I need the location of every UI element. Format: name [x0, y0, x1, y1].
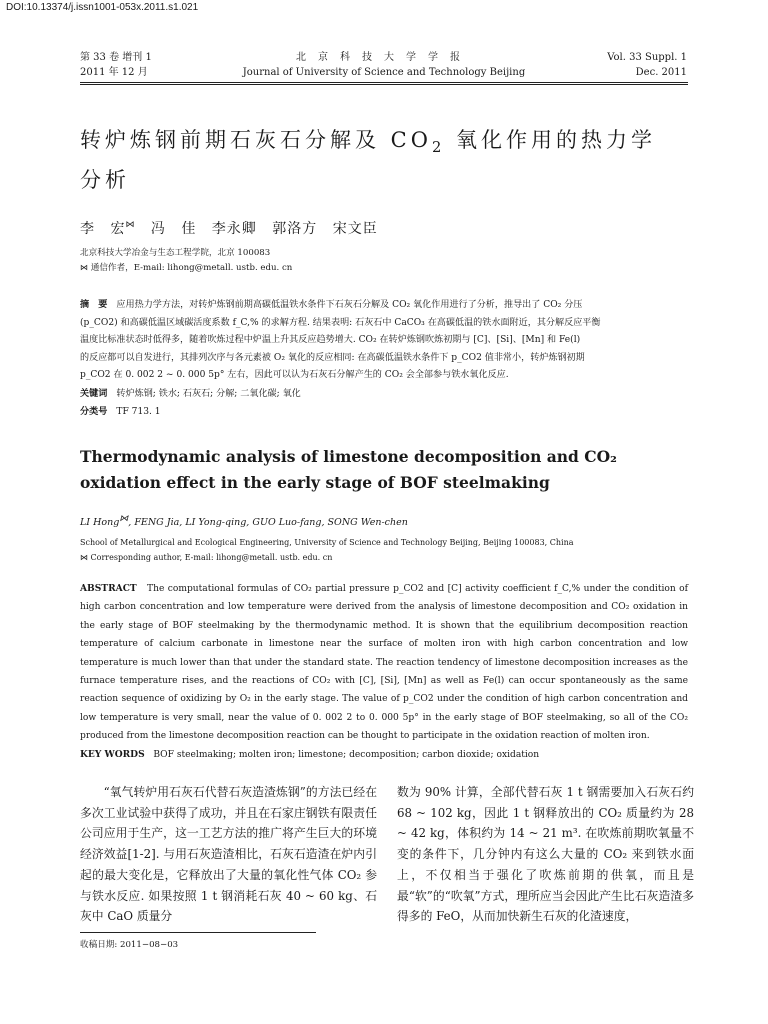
authors-cn: 李 宏⋈ 冯 佳 李永卿 郭洛方 宋文臣	[80, 220, 378, 237]
doi: DOI:10.13374/j.issn1001-053x.2011.s1.021	[6, 2, 199, 13]
volume-en: Vol. 33 Suppl. 1	[607, 52, 687, 63]
keywords-cn: 关键词 转炉炼钢; 铁水; 石灰石; 分解; 二氧化碳; 氧化	[80, 387, 301, 399]
header-rule-bottom	[80, 84, 688, 85]
date-en: Dec. 2011	[635, 67, 687, 78]
keywords-en-label: KEY WORDS	[80, 748, 145, 760]
affiliation-en: School of Metallurgical and Ecological Engineering, University of Science and Technology Beijing, Beijing 100083, China	[80, 538, 574, 547]
keywords-en: BOF steelmaking; molten iron; limestone; decomposition; carbon dioxide; oxidation	[153, 749, 540, 760]
envelope-icon: ⋈	[119, 514, 129, 524]
volume-cn: 第 33 卷 增刊 1	[80, 52, 152, 63]
journal-name-cn: 北京科技大学学报	[296, 52, 472, 63]
envelope-icon: ⋈	[80, 553, 88, 562]
journal-volume-en	[607, 50, 687, 80]
corresponding-en: ⋈ Corresponding author, E-mail: lihong@metall. ustb. edu. cn	[80, 551, 332, 565]
abstract-en: ABSTRACT The computational formulas of CO₂ partial pressure p_CO2 and [C] activity coefficient f_C,% under the condition of high carbon concentration and low temperature were derived from the analysis of limestone decomposition and CO₂ oxidation in the early stage of BOF steelmaking by the thermodynamic method. It is shown that the equilibrium decomposition reaction temperature of calcium carbonate in limestone near the surface of molten iron with high carbon concentration and low temperature is much lower than that under the standard state. The reaction tendency of limestone decomposition increases as the furnace temperature rises, and the reactions of CO₂ with [C], [Si], [Mn] as well as Fe(l) can occur spontaneously as the same reaction sequence of oxidizing by O₂ in the early stage. The value of p_CO2 under the condition of high carbon concentration and low temperature is very small, near the value of 0. 002 2 to 0. 000 5p° in the early stage of BOF steelmaking, so all of the CO₂ produced from the limestone decomposition reaction can be thought to participate in the oxidation reaction of molten iron. KEY WORDS BOF steelmaking; molten iron; limestone; decomposition; carbon dioxide; oxidation	[80, 583, 688, 760]
corresponding-cn: ⋈ 通信作者，E-mail: lihong@metall. ustb. edu. cn	[80, 263, 293, 273]
affiliation-cn: 北京科技大学冶金与生态工程学院，北京 100083	[80, 248, 271, 258]
envelope-icon: ⋈	[125, 220, 136, 231]
authors-en: LI Hong⋈, FENG Jia, LI Yong-qing, GUO Luo-fang, SONG Wen-chen	[80, 514, 408, 529]
title-en: Thermodynamic analysis of limestone decomposition and CO₂ oxidation effect in the early stage of BOF steelmaking	[80, 447, 617, 492]
body-column-left: “氧气转炉用石灰石代替石灰造渣炼钢”的方法已经在多次工业试验中获得了成功，并且在石家庄钢铁有限责任公司应用于生产，这一工艺方法的推广将产生巨大的环境经济效益[1-2]. 与用石灰造渣相比，石灰石造渣在炉内引起的最大变化是，它释放出了大量的氧化性气体 CO₂ 参与铁水反应. 如果按照 1 t 钢消耗石灰 40 ~ 60 kg、石灰中 CaO 质量分	[80, 785, 377, 924]
class-number: 分类号 TF 713. 1	[80, 406, 161, 417]
envelope-icon: ⋈	[80, 263, 88, 272]
body-column-right: 数为 90% 计算，全部代替石灰 1 t 钢需要加入石灰石约 68 ~ 102 kg，因此 1 t 钢释放出的 CO₂ 质量约为 28 ~ 42 kg，体积约为 14 ~ 21 m³. 在吹炼前期吹氧量不变的条件下，几分钟内有这么大量的 CO₂ 来到铁水面上，不仅相当于强化了吹炼前期的供氧，而且是最“软”的“吹氧”方式，理所应当会因此产生比石灰造渣多得多的 FeO，从而加快新生石灰的化渣速度，	[397, 785, 694, 924]
date-cn: 2011 年 12 月	[80, 67, 148, 78]
journal-name-en: Journal of University of Science and Technology Beijing	[242, 67, 526, 78]
header-rule-top	[80, 82, 688, 83]
title-cn: 转炉炼钢前期石灰石分解及 $CO_2$ 氧化作用的热力学 分析	[80, 128, 657, 193]
footnote-rule	[80, 932, 316, 933]
abstract-cn: 摘 要 应用热力学方法，对转炉炼钢前期高碳低温铁水条件下石灰石分解及 CO₂ 氧化作用进行了分析，推导出了 CO₂ 分压 (p_CO2) 和高碳低温区域碳活度系数 f_C,% 的求解方程. 结果表明: 石灰石中 CaCO₃ 在高碳低温的铁水面附近，其分解反应平衡 温度比标准状态时低得多，随着吹炼过程中炉温上升其反应趋势增大. CO₂ 在转炉炼钢吹炼初期与 [C]、[Si]、[Mn] 和 Fe(l) 的反应都可以自发进行，其排列次序与各元素被 O₂ 氧化的反应相同: 在高碳低温铁水条件下 p_CO2 值非常小，转炉炼钢初期 p_CO2 在 0. 002 2 ~ 0. 000 5p° 左右，因此可以认为石灰石分解产生的 CO₂ 会全部参与铁水氧化反应. 关键词 转炉炼钢; 铁水; 石灰石; 分解; 二氧化碳; 氧化 分类号 TF 713. 1	[80, 296, 688, 422]
received-date: 收稿日期: 2011−08−03	[80, 940, 179, 950]
